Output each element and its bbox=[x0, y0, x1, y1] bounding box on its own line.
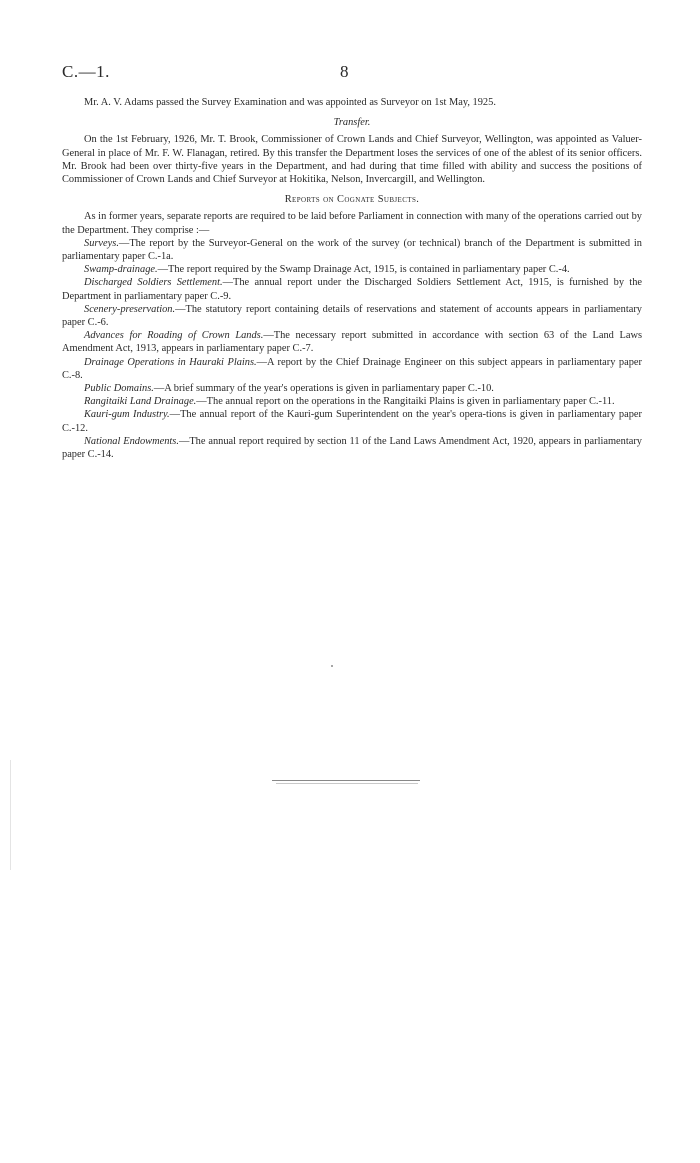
paragraph-cognate-intro: As in former years, separate reports are required to be laid before Parliament in connection with many of the operations carried out by the Department. They comprise :— bbox=[62, 211, 642, 236]
report-item-hauraki-drainage bbox=[62, 356, 642, 382]
heading-transfer: Transfer. bbox=[333, 117, 371, 129]
heading-cognate-subjects: Reports on Cognate Subjects. bbox=[284, 194, 420, 206]
report-item-title: Swamp-drainage. bbox=[84, 264, 158, 276]
running-head bbox=[62, 62, 642, 88]
report-item-rangitaiki-drainage bbox=[62, 395, 642, 408]
report-item-scenery-preservation bbox=[62, 303, 642, 329]
report-item-title: Discharged Soldiers Settlement. bbox=[84, 277, 223, 289]
report-item-title: Scenery-preservation. bbox=[84, 303, 176, 315]
report-item-text: —The annual report on the operations in the Rangitaiki Plains is given in parliamentary paper C.-11. bbox=[196, 396, 615, 408]
document-code: C.—1. bbox=[62, 62, 110, 81]
report-item-title: Drainage Operations in Hauraki Plains. bbox=[84, 356, 257, 368]
paragraph-transfer: On the 1st February, 1926, Mr. T. Brook, Commissioner of Crown Lands and Chief Surveyor, Wellington, was appointed as Valuer-General in place of Mr. F. W. Flanagan, retired. By this transfer the Department loses the services of one of the ablest of its senior officers. Mr. Brook had been over thirty-five years in the Department, and had during that time filled with ability and success the positions of Commissioner of Crown Lands and Chief Surveyor at Hokitika, Nelson, Invercargill, and Wellington. bbox=[62, 134, 642, 186]
report-item-national-endowments bbox=[62, 435, 642, 461]
closing-rule-shadow bbox=[276, 783, 418, 784]
report-item-title: National Endowments. bbox=[84, 435, 179, 447]
report-item-text: —The report by the Surveyor-General on the work of the survey (or technical) branch of the Department is submitted in parliamentary paper C.-1a. bbox=[62, 237, 642, 263]
scan-edge-mark bbox=[10, 760, 11, 870]
report-item-roading-advances bbox=[62, 329, 642, 355]
report-item-text: —The annual report required by section 11 of the Land Laws Amendment Act, 1920, appears in parliamentary paper C.-14. bbox=[62, 435, 642, 461]
report-item-text: —A report by the Chief Drainage Engineer on this subject appears in parliamentary paper C.-8. bbox=[62, 356, 643, 381]
report-item-title: Public Domains. bbox=[84, 383, 154, 395]
report-item-text: —The necessary report submitted in accordance with section 63 of the Land Laws Amendment Act, 1913, appears in parliamentary paper C.-7. bbox=[62, 330, 642, 355]
report-item-title: Advances for Roading of Crown Lands. bbox=[84, 330, 264, 342]
closing-rule bbox=[272, 780, 420, 781]
report-item-public-domains bbox=[62, 382, 642, 395]
report-item-swamp-drainage bbox=[62, 263, 642, 276]
report-item-title: Rangitaiki Land Drainage. bbox=[84, 396, 197, 408]
paragraph-adams: Mr. A. V. Adams passed the Survey Examination and was appointed as Surveyor on 1st May, 1925. bbox=[84, 97, 496, 108]
report-item-surveys bbox=[62, 237, 642, 263]
report-item-title: Kauri-gum Industry. bbox=[84, 409, 170, 421]
report-item-text: —A brief summary of the year's operations is given in parliamentary paper C.-10. bbox=[153, 383, 494, 395]
report-item-kauri-gum bbox=[62, 408, 642, 434]
body-text bbox=[62, 96, 642, 461]
report-item-discharged-soldiers bbox=[62, 276, 642, 302]
report-item-text: —The annual report of the Kauri-gum Superintendent on the year's opera-tions is given in parliamentary paper C.-12. bbox=[62, 409, 642, 434]
ink-speck bbox=[331, 665, 333, 667]
report-item-title: Surveys. bbox=[84, 237, 119, 249]
page-number: 8 bbox=[340, 62, 349, 81]
report-item-text: —The report required by the Swamp Drainage Act, 1915, is contained in parliamentary paper C.-4. bbox=[157, 264, 570, 276]
report-item-text: —The annual report under the Discharged Soldiers Settlement Act, 1915, is furnished by the Department in parliamentary paper C.-9. bbox=[62, 277, 642, 302]
report-item-text: —The statutory report containing details of reservations and statement of accounts appears in parliamentary paper C.-6. bbox=[62, 303, 642, 329]
